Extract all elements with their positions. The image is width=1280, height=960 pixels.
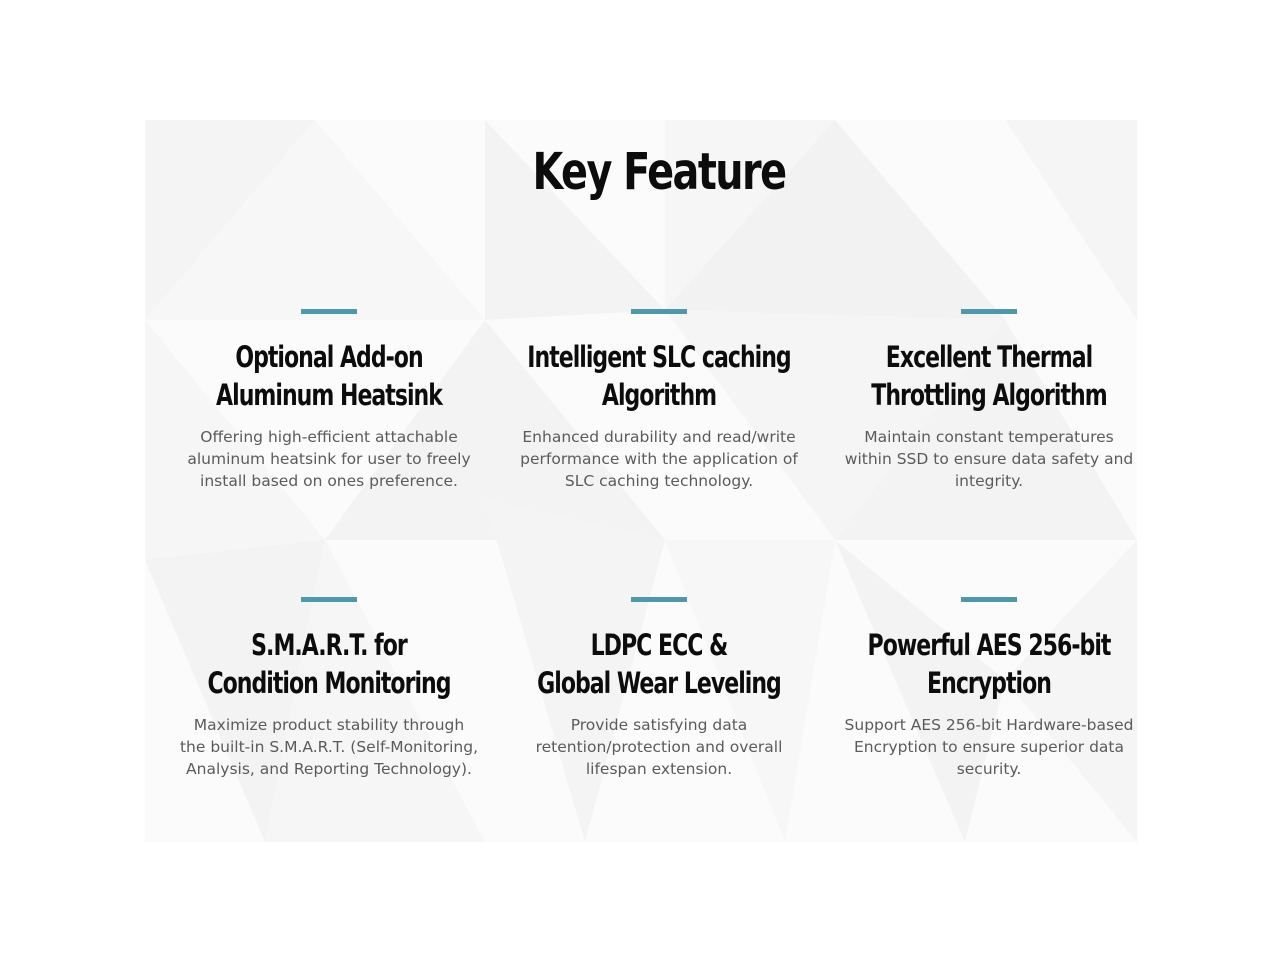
feature-card-thermal-throttling — [834, 309, 1137, 492]
feature-title: Optional Add-on Aluminum Heatsink — [216, 340, 442, 412]
accent-bar — [631, 309, 687, 314]
feature-description: Maximize product stability through the built-in S.M.A.R.T. (Self-Monitoring, Analysis, and Reporting Technology). — [179, 716, 479, 778]
feature-title: LDPC ECC & Global Wear Leveling — [537, 628, 781, 700]
feature-card-aes-encryption — [834, 597, 1137, 780]
feature-description: Maintain constant temperatures within SSD to ensure data safety and integrity. — [844, 428, 1134, 490]
feature-description: Offering high-efficient attachable aluminum heatsink for user to freely install based on ones preference. — [187, 428, 471, 490]
feature-title: S.M.A.R.T. for Condition Monitoring — [207, 628, 451, 700]
feature-title: Excellent Thermal Throttling Algorithm — [871, 340, 1107, 412]
feature-title: Intelligent SLC caching Algorithm — [527, 340, 791, 412]
feature-card-smart — [174, 597, 484, 780]
feature-card-heatsink — [174, 309, 484, 492]
feature-card-slc-caching — [504, 309, 814, 492]
accent-bar — [631, 597, 687, 602]
section-title: Key Feature — [532, 143, 786, 202]
feature-description: Support AES 256-bit Hardware-based Encryption to ensure superior data security. — [844, 716, 1134, 778]
accent-bar — [301, 309, 357, 314]
accent-bar — [301, 597, 357, 602]
feature-description: Enhanced durability and read/write performance with the application of SLC caching technology. — [520, 428, 798, 490]
feature-card-ldpc-ecc — [504, 597, 814, 780]
feature-title: Powerful AES 256-bit Encryption — [867, 628, 1111, 700]
accent-bar — [961, 597, 1017, 602]
key-feature-section — [145, 120, 1137, 842]
feature-description: Provide satisfying data retention/protection and overall lifespan extension. — [535, 716, 783, 778]
accent-bar — [961, 309, 1017, 314]
